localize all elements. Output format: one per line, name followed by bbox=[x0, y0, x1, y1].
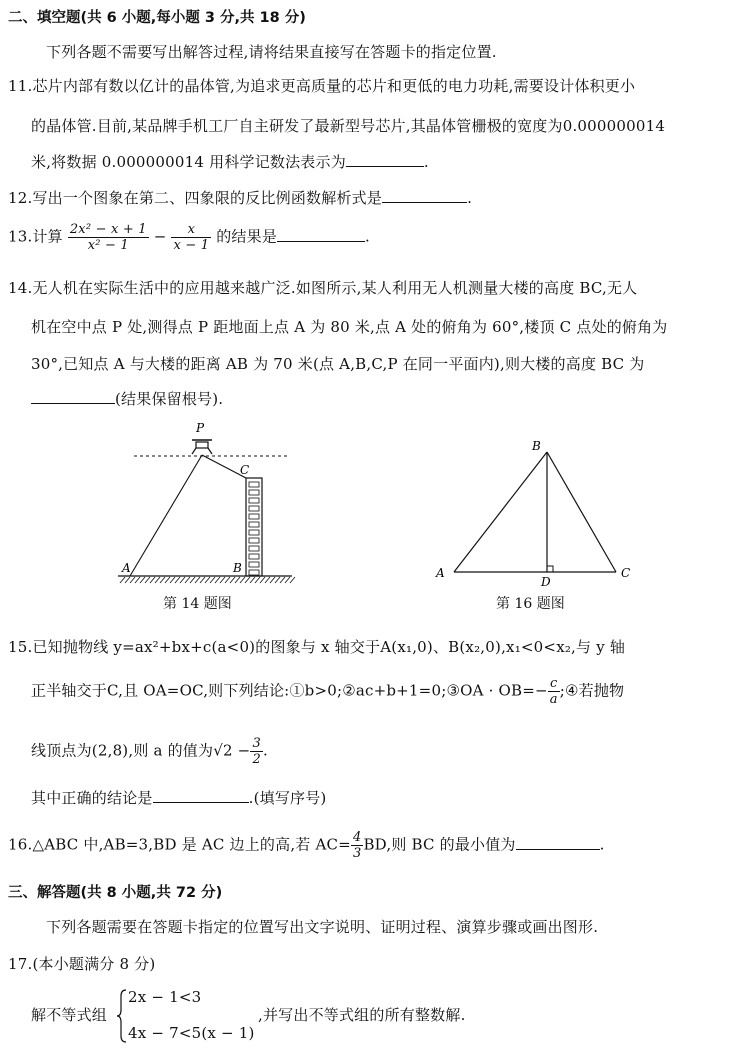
ground-hatch-line bbox=[175, 577, 180, 583]
q15-line4 bbox=[31, 787, 326, 808]
ground-hatch-line bbox=[145, 577, 150, 583]
building-window bbox=[249, 538, 259, 543]
q14-answer-blank[interactable] bbox=[31, 389, 115, 404]
ground-hatch-line bbox=[225, 577, 230, 583]
q14-line4-text: (结果保留根号). bbox=[115, 390, 224, 408]
building-window bbox=[249, 514, 259, 519]
q13-frac2-denominator: x − 1 bbox=[173, 238, 210, 253]
building-window bbox=[249, 562, 259, 567]
ground-hatch-line bbox=[260, 577, 265, 583]
ground-hatch-line bbox=[220, 577, 225, 583]
q11-line2: 的晶体管.目前,某品牌手机工厂自主研发了最新型号芯片,其晶体管栅极的宽度为0.000000014 bbox=[31, 117, 666, 135]
ground-hatch-line bbox=[240, 577, 245, 583]
fig14-caption: 第 14 题图 bbox=[163, 596, 232, 612]
q16-post: BD,则 BC 的最小值为 bbox=[363, 835, 516, 854]
q13-minus: − bbox=[153, 227, 167, 246]
q15-frac2-denominator: 2 bbox=[252, 752, 261, 767]
fig14-label-c: C bbox=[240, 463, 250, 477]
building-window bbox=[249, 522, 259, 527]
ground-hatch-line bbox=[160, 577, 165, 583]
figure-14 bbox=[110, 420, 310, 592]
q16-frac-denominator: 3 bbox=[352, 846, 362, 861]
section3-instruction: 下列各题需要在答题卡指定的位置写出文字说明、证明过程、演算步骤或画出图形. bbox=[46, 918, 599, 936]
building-window bbox=[249, 506, 259, 511]
ground-hatch-line bbox=[170, 577, 175, 583]
q13-fraction-1 bbox=[68, 222, 149, 253]
fig16-label-a: A bbox=[436, 566, 445, 580]
q14-line1: 14.无人机在实际生活中的应用越来越广泛.如图所示,某人利用无人机测量大楼的高度 BC,无人 bbox=[8, 279, 638, 297]
section2-heading: 二、填空题(共 6 小题,每小题 3 分,共 18 分) bbox=[8, 10, 306, 26]
q15-frac-numerator: c bbox=[548, 676, 560, 692]
q17-pre: 解不等式组 bbox=[31, 1006, 108, 1024]
q13-suffix: 的结果是 bbox=[216, 227, 278, 246]
q17-title: 17.(本小题满分 8 分) bbox=[8, 955, 156, 973]
q15-answer-blank[interactable] bbox=[153, 788, 249, 803]
ground-hatch-line bbox=[215, 577, 220, 583]
q14-line2: 机在空中点 P 处,测得点 P 距地面上点 A 为 80 米,点 A 处的俯角为 60°,楼顶 C 点处的俯角为 bbox=[31, 318, 668, 336]
q13-prefix: 13.计算 bbox=[8, 227, 63, 246]
q13-frac1-numerator: 2x² − x + 1 bbox=[69, 222, 147, 237]
figure-16 bbox=[430, 435, 645, 587]
q15-line3-post: . bbox=[262, 741, 268, 760]
q15-line2 bbox=[31, 676, 624, 707]
ground-hatch-line bbox=[255, 577, 260, 583]
question-16 bbox=[8, 830, 605, 861]
ground-hatch-line bbox=[155, 577, 160, 583]
q15-line4-text: 其中正确的结论是 bbox=[31, 789, 153, 807]
ground-hatch-line bbox=[185, 577, 190, 583]
q11-answer-blank[interactable] bbox=[346, 152, 424, 167]
q12-answer-blank[interactable] bbox=[382, 188, 467, 203]
fig14-ground-hatch bbox=[120, 577, 295, 583]
q13-fraction-2 bbox=[171, 222, 211, 253]
ground-hatch-line bbox=[195, 577, 200, 583]
ground-hatch-line bbox=[265, 577, 270, 583]
building-window bbox=[249, 490, 259, 495]
ground-hatch-line bbox=[235, 577, 240, 583]
section3-heading: 三、解答题(共 8 小题,共 72 分) bbox=[8, 885, 223, 901]
fig14-label-p: P bbox=[196, 421, 205, 435]
fig16-right-angle-mark bbox=[547, 566, 553, 572]
building-window bbox=[249, 546, 259, 551]
q15-line3-text: 线顶点为(2,8),则 a 的值为√2 − bbox=[31, 741, 251, 760]
q16-frac-numerator: 4 bbox=[352, 830, 362, 845]
ground-hatch-line bbox=[180, 577, 185, 583]
fig14-line-pa bbox=[130, 455, 202, 576]
drone-icon bbox=[192, 440, 212, 454]
question-13 bbox=[8, 222, 370, 253]
ground-hatch-line bbox=[275, 577, 280, 583]
q16-fraction-4-over-3 bbox=[351, 830, 363, 861]
ground-hatch-line bbox=[135, 577, 140, 583]
ground-hatch-line bbox=[205, 577, 210, 583]
ground-hatch-line bbox=[290, 577, 295, 583]
section2-instruction: 下列各题不需要写出解答过程,请将结果直接写在答题卡的指定位置. bbox=[46, 43, 497, 61]
fig16-caption: 第 16 题图 bbox=[496, 596, 565, 612]
ground-hatch-line bbox=[165, 577, 170, 583]
q16-text: 16.△ABC 中,AB=3,BD 是 AC 边上的高,若 AC= bbox=[8, 835, 351, 854]
q15-fraction-c-over-a bbox=[548, 676, 560, 707]
q13-frac2-numerator: x bbox=[171, 222, 211, 238]
building bbox=[246, 478, 262, 576]
ground-hatch-line bbox=[150, 577, 155, 583]
q15-line3 bbox=[31, 736, 268, 767]
q17-brace-icon bbox=[116, 988, 128, 1044]
q11-end: . bbox=[423, 153, 429, 171]
q17-inequality-2: 4x − 7<5(x − 1) bbox=[128, 1024, 255, 1042]
fig16-label-b: B bbox=[532, 439, 541, 453]
ground-hatch-line bbox=[125, 577, 130, 583]
q13-answer-blank[interactable] bbox=[277, 227, 365, 242]
building-window bbox=[249, 570, 259, 575]
ground-hatch-line bbox=[270, 577, 275, 583]
q15-frac2-numerator: 3 bbox=[252, 736, 261, 751]
building-window bbox=[249, 554, 259, 559]
ground-hatch-line bbox=[140, 577, 145, 583]
building-window bbox=[249, 482, 259, 487]
fig16-side-ba bbox=[454, 452, 547, 572]
building-window bbox=[249, 498, 259, 503]
ground-hatch-line bbox=[200, 577, 205, 583]
ground-hatch-line bbox=[120, 577, 125, 583]
ground-hatch-line bbox=[250, 577, 255, 583]
q15-line2-text: 正半轴交于C,且 OA=OC,则下列结论:①b>0;②ac+b+1=0;③OA · OB=− bbox=[31, 681, 548, 700]
q13-frac1-denominator: x² − 1 bbox=[87, 238, 129, 253]
q16-end: . bbox=[599, 835, 605, 854]
fig16-label-c: C bbox=[621, 566, 631, 580]
ground-hatch-line bbox=[280, 577, 285, 583]
fig14-label-b: B bbox=[233, 561, 242, 575]
q15-line4-post: .(填写序号) bbox=[248, 789, 327, 807]
fig16-side-bc bbox=[547, 452, 616, 572]
question-12 bbox=[8, 187, 472, 208]
q12-text: 12.写出一个图象在第二、四象限的反比例函数解析式是 bbox=[8, 189, 383, 207]
q16-answer-blank[interactable] bbox=[516, 835, 600, 850]
q11-line3-text: 米,将数据 0.000000014 用科学记数法表示为 bbox=[31, 153, 346, 171]
q14-line4 bbox=[31, 388, 223, 409]
building-window bbox=[249, 530, 259, 535]
fig16-label-d: D bbox=[541, 575, 551, 587]
ground-hatch-line bbox=[285, 577, 290, 583]
q15-line2-post: ;④若抛物 bbox=[559, 681, 625, 700]
q15-frac-denominator: a bbox=[549, 692, 558, 707]
ground-hatch-line bbox=[245, 577, 250, 583]
q17-post: ,并写出不等式组的所有整数解. bbox=[258, 1006, 466, 1024]
q11-line1: 11.芯片内部有数以亿计的晶体管,为追求更高质量的芯片和更低的电力功耗,需要设计体积更小 bbox=[8, 77, 636, 95]
q13-end: . bbox=[365, 227, 370, 246]
fig14-label-a: A bbox=[122, 561, 131, 575]
q15-line1: 15.已知抛物线 y=ax²+bx+c(a<0)的图象与 x 轴交于A(x₁,0)、B(x₂,0),x₁<0<x₂,与 y 轴 bbox=[8, 638, 626, 656]
q11-line3 bbox=[31, 151, 429, 172]
q15-fraction-3-over-2 bbox=[250, 736, 262, 767]
ground-hatch-line bbox=[130, 577, 135, 583]
ground-hatch-line bbox=[210, 577, 215, 583]
q17-inequality-1: 2x − 1<3 bbox=[128, 988, 202, 1006]
ground-hatch-line bbox=[190, 577, 195, 583]
ground-hatch-line bbox=[230, 577, 235, 583]
q14-line3: 30°,已知点 A 与大楼的距离 AB 为 70 米(点 A,B,C,P 在同一平面内),则大楼的高度 BC 为 bbox=[31, 355, 645, 373]
q12-end: . bbox=[467, 189, 473, 207]
